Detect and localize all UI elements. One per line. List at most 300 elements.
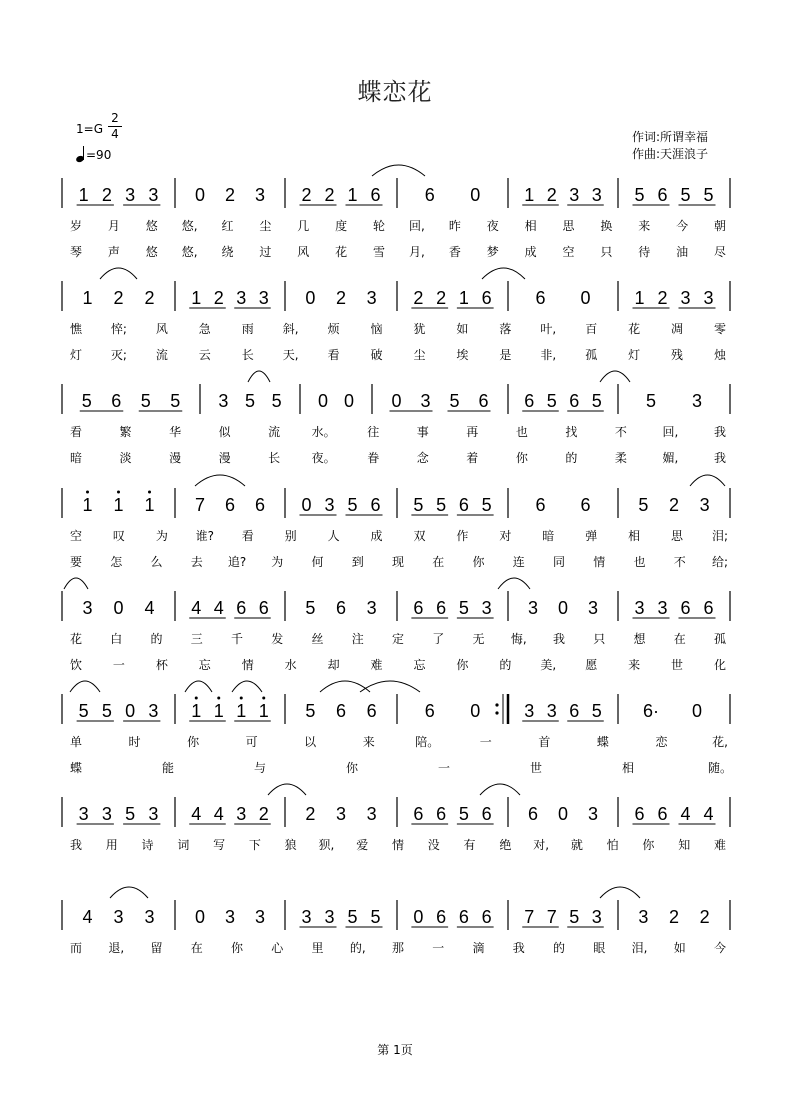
note: 6 [436,907,447,927]
lyric-char: 水。 [311,425,336,439]
slur-arc [498,578,530,589]
lyric-char: 待 [638,245,651,259]
lyric-char: 岁 [69,219,83,233]
lyric-char: 相 [628,529,641,543]
slur-arc [600,371,630,382]
lyric-char: 如 [456,322,469,336]
note: 0 [317,391,329,411]
note: 5 [78,701,89,721]
lyric-char: 时 [128,735,141,749]
lyric-char: 绝 [499,838,512,852]
lyric-char: 美, [540,658,557,672]
lyric-char: 的 [552,941,566,955]
note: 5 [370,907,381,927]
lyric-char: 看 [69,425,83,439]
lyric-char: 月 [107,219,120,233]
lyric-char: 暗 [542,529,555,543]
note: 2 [668,907,680,927]
lyric-char: 陪。 [415,735,440,749]
lyric-char: 千 [230,632,244,646]
lyric-char: 繁 [119,425,132,439]
lyric-char: 难 [370,658,383,672]
lyric-char: 可 [245,735,258,749]
note: 6 [703,598,714,618]
note: 6 [569,701,580,721]
lyric-char: 柔 [614,451,627,465]
lyric-char: 连 [512,555,525,569]
note: 5 [591,701,602,721]
lyric-char: 何 [311,555,324,569]
note: 6 [657,185,668,205]
lyric-char: 情 [391,838,405,852]
note: 0 [470,185,481,205]
lyric-char: 悠, [181,245,198,259]
lyric-char: 来 [362,735,375,749]
note: 4 [213,598,224,618]
lyric-char: 来 [628,658,641,672]
lyric-char: 白 [110,632,123,646]
lyric-char: 悔, [510,632,527,646]
lyric-char: 夜 [486,219,499,233]
note: 5 [305,701,316,721]
lyric-char: 你 [230,941,244,955]
note: 6 [111,391,122,411]
note: 0 [194,185,206,205]
note: 6 [481,804,492,824]
note: 5 [347,907,358,927]
lyric-char: 下 [248,838,261,852]
lyric-char: 非, [540,348,557,362]
slur-arc [360,681,420,692]
lyric-char: 的, [349,941,366,955]
note: 6 [569,391,580,411]
lyric-char: 蝶 [596,735,609,749]
note: 3 [78,804,89,824]
note: 3 [481,598,492,618]
lyric-char: 不 [614,425,627,439]
note: 3 [254,185,266,205]
note: 3 [224,907,236,927]
note: 1 [191,701,202,721]
lyric-char: 声 [107,245,120,259]
note: 5 [101,701,112,721]
note: 5 [546,391,557,411]
note: 3 [236,288,247,308]
lyric-char: 在 [673,632,686,646]
lyricist-credit: 作词:所谓幸福 [632,130,709,144]
note: 1 [144,495,155,515]
note: 3 [699,495,710,515]
note: 6 [458,495,469,515]
lyric-char: 发 [271,632,284,646]
lyric-char: 尘 [259,219,272,233]
lyric-char: 流 [155,348,168,362]
lyric-char: 恋 [655,735,668,749]
slur-arc [64,578,88,589]
note: 3 [324,907,335,927]
lyric-char: 去 [190,555,203,569]
note: 0 [113,598,124,618]
note: 0 [557,598,569,618]
lyric-char: 爱 [356,838,369,852]
lyric-char: 也 [515,425,528,439]
lyric-char: 来 [638,219,651,233]
note: 5 [271,391,282,411]
lyric-char: 成 [524,245,537,259]
note: 6 [335,701,347,721]
song-title: 蝶恋花 [357,78,433,106]
lyric-char: 我 [512,941,525,955]
note: 2 [324,185,335,205]
time-signature-bottom: 4 [111,127,119,141]
lyric-char: 追? [227,555,247,569]
lyric-char: 的 [565,451,578,465]
note: 6 [370,185,381,205]
note: 6 [254,495,266,515]
lyric-char: 里 [311,941,324,955]
note: 6 [634,804,645,824]
lyric-char: 对 [499,529,512,543]
lyric-char: 媚, [662,451,679,465]
lyric-char: 退, [108,941,125,955]
lyric-char: 回, [662,425,679,439]
key-signature: 1=G [76,122,103,136]
note: 6· [642,701,660,721]
note: 6 [236,598,247,618]
note: 6 [436,598,447,618]
lyric-char: 一 [112,658,125,672]
note: 5 [458,804,469,824]
lyric-char: 急 [198,322,211,336]
lyric-char: 我 [713,425,727,439]
lyric-char: 你 [472,555,485,569]
note: 6 [524,391,535,411]
lyric-char: 一 [479,735,492,749]
note: 5 [634,185,645,205]
note: 7 [546,907,557,927]
note: 0 [470,701,481,721]
note: 6 [535,288,546,308]
lyric-char: 雪 [373,245,386,259]
note: 5 [244,391,256,411]
lyric-char: 你 [515,451,528,465]
note: 3 [569,185,580,205]
note: 7 [524,907,535,927]
lyric-char: 我 [69,838,83,852]
note: 1 [258,701,269,721]
lyric-char: 世 [529,761,543,775]
lyric-char: 天, [282,348,299,362]
slur-arc [100,268,137,279]
note: 5 [81,391,92,411]
lyric-char: 事 [416,425,429,439]
lyric-char: 度 [335,219,348,233]
lyric-char: 悠, [181,219,198,233]
lyric-char: 有 [463,838,476,852]
slur-arc [195,475,245,486]
lyric-char: 饮 [69,658,83,672]
lyric-char: 找 [565,425,578,439]
lyric-char: 一 [437,761,451,775]
lyric-char: 流 [268,425,281,439]
slur-arc [185,681,212,692]
lyric-char: 就 [570,838,583,852]
note: 5 [449,391,460,411]
lyric-char: 叶, [540,322,557,336]
lyric-char: 残 [671,348,684,362]
note: 3 [335,804,347,824]
slur-arc [110,887,148,898]
lyric-char: 漫 [169,451,182,465]
lyric-char: 怎 [110,555,123,569]
note: 3 [236,804,247,824]
lyric-char: 三 [190,632,203,646]
note: 3 [680,288,691,308]
high-octave-dot [262,697,265,700]
lyric-char: 眷 [367,451,380,465]
note: 5 [170,391,181,411]
note: 1 [634,288,645,308]
lyric-char: 你 [345,761,359,775]
slur-arc [70,681,100,692]
lyric-char: 注 [351,632,364,646]
note: 3 [703,288,714,308]
lyric-char: 留 [150,941,163,955]
lyric-char: 到 [351,555,364,569]
high-octave-dot [195,697,198,700]
note: 2 [436,288,447,308]
note: 6 [481,288,492,308]
lyric-char: 首 [538,735,551,749]
high-octave-dot [217,697,220,700]
slur-arc [482,268,525,279]
lyric-char: 埃 [456,348,469,362]
note: 4 [191,598,202,618]
lyric-char: 落 [499,322,512,336]
lyric-char: 泪, [631,941,648,955]
lyric-char: 我 [552,632,566,646]
note: 0 [691,701,703,721]
note: 5 [591,391,602,411]
lyric-char: 破 [370,348,383,362]
note: 6 [436,804,447,824]
note: 3 [638,907,649,927]
lyric-char: 犹 [413,322,426,336]
lyric-char: 人 [327,529,340,543]
lyric-char: 滴 [472,941,485,955]
slur-arc [600,887,640,898]
lyric-char: 要 [69,555,83,569]
note: 6 [370,495,381,515]
lyric-char: 长 [268,451,281,465]
note: 1 [458,288,469,308]
lyric-char: 词 [177,838,190,852]
lyric-char: 为 [155,529,168,543]
lyric-char: 往 [367,425,380,439]
note: 3 [546,701,557,721]
note: 3 [634,598,645,618]
lyric-char: 丝 [311,632,324,646]
lyric-char: 如 [673,941,686,955]
note: 3 [144,907,155,927]
lyric-char: 花 [69,632,83,646]
repeat-dot [495,703,498,706]
note: 3 [587,804,599,824]
lyric-char: 无 [472,632,485,646]
lyric-char: 暗 [69,451,83,465]
note: 2 [258,804,269,824]
note: 5 [703,185,714,205]
lyric-char: 在 [432,555,445,569]
note: 2 [113,288,124,308]
lyric-char: 花 [335,245,348,259]
lyric-char: 蝶 [69,761,83,775]
note: 1 [524,185,535,205]
lyric-char: 作 [456,529,469,543]
note: 0 [305,288,316,308]
lyric-char: 你 [187,735,200,749]
lyric-char: 现 [391,555,405,569]
lyric-char: 不 [673,555,686,569]
note: 5 [458,598,469,618]
lyric-char: 情 [593,555,606,569]
lyric-char: 灯 [69,348,83,362]
lyric-char: 梦 [486,245,499,259]
note: 0 [343,391,355,411]
lyric-char: 难 [713,838,727,852]
note: 0 [580,288,591,308]
tempo-value: =90 [86,148,112,162]
lyric-char: 念 [416,451,429,465]
lyric-char: 谁? [195,529,214,543]
lyric-char: 没 [427,838,440,852]
lyric-char: 给; [711,555,729,569]
note: 6 [424,701,435,721]
lyric-char: 凋 [671,322,684,336]
lyric-char: 狈, [318,838,335,852]
lyric-char: 想 [633,632,646,646]
note: 6 [413,598,424,618]
note: 5 [680,185,691,205]
lyric-char: 以 [304,735,317,749]
lyric-char: 悴; [110,322,127,336]
note: 2 [301,185,312,205]
note: 2 [101,185,112,205]
note: 5 [645,391,657,411]
lyric-char: 那 [391,941,405,955]
note: 6 [535,495,546,515]
note: 3 [591,907,602,927]
lyric-char: 的 [150,632,163,646]
note: 2 [668,495,680,515]
note: 4 [680,804,691,824]
note: 3 [366,804,377,824]
lyric-char: 长 [241,348,254,362]
note: 0 [125,701,136,721]
note: 3 [527,598,539,618]
lyric-char: 轮 [373,219,386,233]
lyric-char: 尽 [713,245,727,259]
note: 3 [591,185,602,205]
note: 2 [335,288,347,308]
page-number: 第 1页 [377,1043,413,1057]
slur-arc [248,371,270,382]
lyric-char: 月, [409,245,425,259]
lyric-char: 在 [190,941,203,955]
note: 1 [236,701,247,721]
note: 3 [218,391,229,411]
note: 1 [191,288,202,308]
lyric-char: 淡 [119,451,132,465]
note: 4 [82,907,93,927]
note: 6 [478,391,489,411]
note: 3 [148,701,159,721]
note: 6 [335,598,347,618]
lyric-char: 愿 [585,658,598,672]
lyric-char: 斜, [282,322,299,336]
repeat-dot [495,711,498,714]
lyric-char: 只 [593,632,606,646]
note: 2 [213,288,224,308]
lyric-char: 心 [271,941,284,955]
note: 6 [657,804,668,824]
note: 2 [699,907,710,927]
note: 5 [481,495,492,515]
lyric-char: 似 [218,425,231,439]
lyric-char: 相 [524,219,537,233]
lyric-char: 香 [448,245,461,259]
high-octave-dot [240,697,243,700]
composer-credit: 作曲:天涯浪子 [632,147,709,161]
note: 5 [125,804,136,824]
note: 3 [254,907,266,927]
lyric-char: 诗 [141,838,154,852]
high-octave-dot [148,491,151,494]
note: 4 [144,598,155,618]
lyric-char: 狼 [284,838,297,852]
lyric-char: 化 [713,658,727,672]
time-signature-top: 2 [111,111,119,125]
note: 1 [347,185,358,205]
note: 1 [82,495,93,515]
lyric-char: 泪; [711,529,729,543]
note: 5 [347,495,358,515]
note: 5 [140,391,151,411]
note: 0 [301,495,312,515]
slur-arc [690,475,725,486]
lyric-char: 云 [198,348,211,362]
note: 3 [587,598,599,618]
lyric-char: 孤 [713,632,727,646]
note: 2 [657,288,668,308]
lyric-char: 成 [370,529,383,543]
lyric-char: 朝 [713,219,727,233]
note: 3 [691,391,703,411]
note: 1 [82,288,93,308]
note: 4 [213,804,224,824]
note: 3 [366,598,377,618]
note: 7 [194,495,206,515]
note: 0 [413,907,424,927]
note: 3 [113,907,124,927]
note: 6 [366,701,377,721]
note: 0 [391,391,402,411]
lyric-char: 世 [671,658,684,672]
lyric-char: 叹 [112,529,125,543]
lyric-char: 水 [284,658,297,672]
lyric-char: 百 [585,322,598,336]
note: 2 [413,288,424,308]
